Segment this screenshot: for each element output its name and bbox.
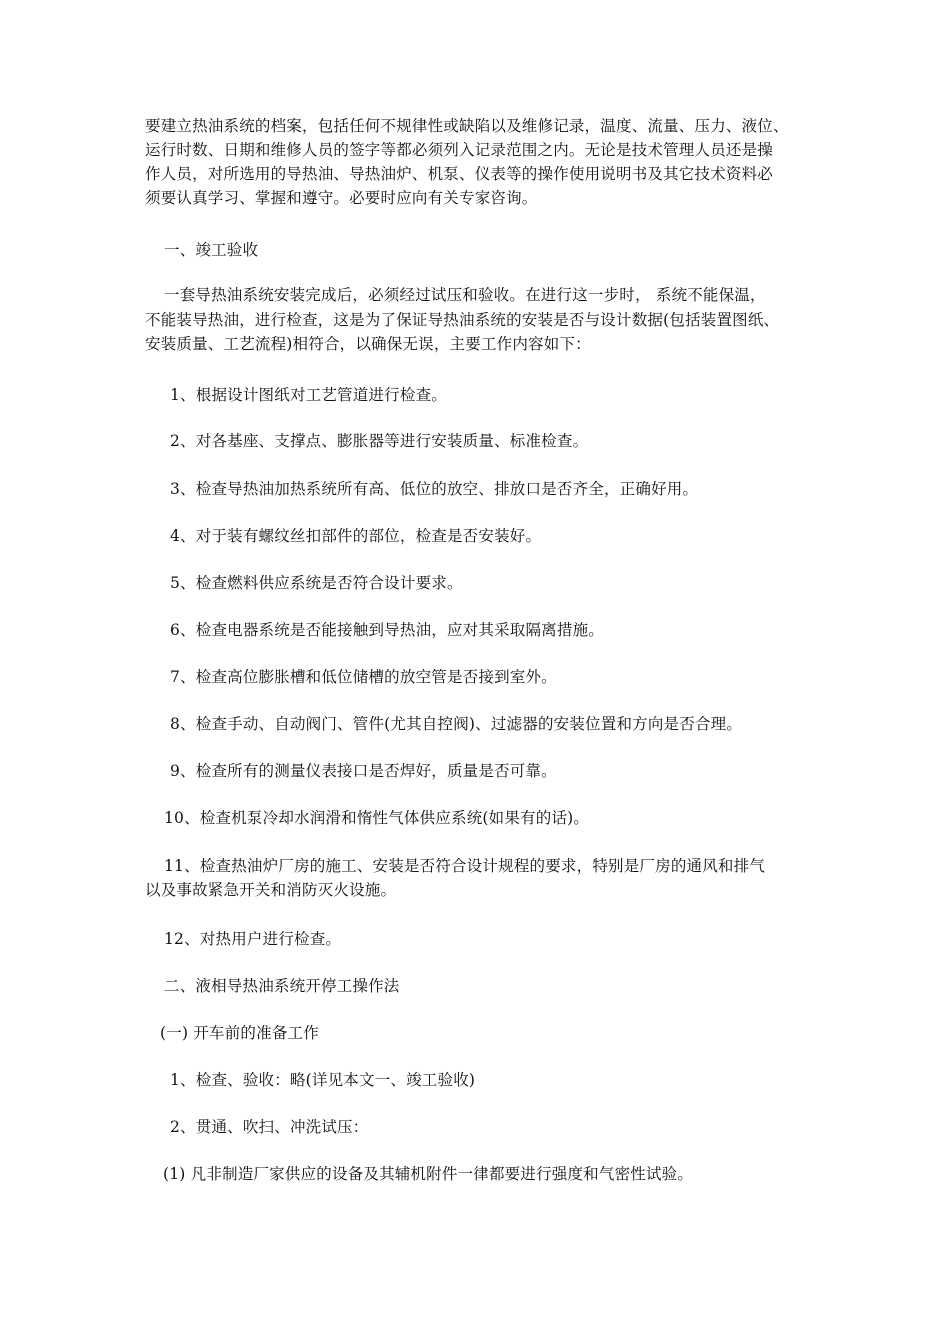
section-heading: 一、竣工验收 bbox=[164, 241, 259, 259]
list-item: 2、对各基座、支撑点、膨胀器等进行安装质量、标准检查。 bbox=[170, 432, 589, 450]
list-item: 12、对热用户进行检查。 bbox=[164, 930, 342, 948]
paragraph-line: 不能装导热油，进行检查，这是为了保证导热油系统的安装是否与设计数据(包括装置图纸、 bbox=[145, 311, 780, 329]
paragraph-line: 安装质量、工艺流程)相符合，以确保无误，主要工作内容如下： bbox=[145, 335, 591, 353]
section-heading: 二、液相导热油系统开停工操作法 bbox=[164, 977, 400, 995]
list-item: 7、检查高位膨胀槽和低位储槽的放空管是否接到室外。 bbox=[170, 668, 557, 686]
intro-line: 要建立热油系统的档案，包括任何不规律性或缺陷以及维修记录，温度、流量、压力、液位、 bbox=[145, 117, 789, 135]
list-item: 1、根据设计图纸对工艺管道进行检查。 bbox=[170, 386, 447, 404]
list-item: 9、检查所有的测量仪表接口是否焊好，质量是否可靠。 bbox=[170, 762, 557, 780]
list-item: 6、检查电器系统是否能接触到导热油，应对其采取隔离措施。 bbox=[170, 621, 604, 639]
list-item: 10、检查机泵冷却水润滑和惰性气体供应系统(如果有的话)。 bbox=[164, 809, 590, 827]
list-item-continuation: 以及事故紧急开关和消防灭火设施。 bbox=[145, 881, 397, 899]
intro-line: 须要认真学习、掌握和遵守。必要时应向有关专家咨询。 bbox=[145, 189, 538, 207]
intro-line: 作人员，对所选用的导热油、导热油炉、机泵、仪表等的操作使用说明书及其它技术资料必 bbox=[145, 165, 774, 183]
list-item: 2、贯通、吹扫、冲洗试压： bbox=[170, 1118, 369, 1136]
subsection-heading: (一) 开车前的准备工作 bbox=[160, 1024, 319, 1042]
intro-line: 运行时数、日期和维修人员的签字等都必须列入记录范围之内。无论是技术管理人员还是操 bbox=[145, 141, 774, 159]
list-item: 3、检查导热油加热系统所有高、低位的放空、排放口是否齐全，正确好用。 bbox=[170, 480, 699, 498]
paragraph-line: 一套导热油系统安装完成后，必须经过试压和验收。在进行这一步时， 系统不能保温， bbox=[164, 286, 766, 304]
list-item: 11、检查热油炉厂房的施工、安装是否符合设计规程的要求，特别是厂房的通风和排气 bbox=[164, 857, 766, 875]
list-item: (1) 凡非制造厂家供应的设备及其辅机附件一律都要进行强度和气密性试验。 bbox=[163, 1165, 694, 1183]
list-item: 4、对于装有螺纹丝扣部件的部位，检查是否安装好。 bbox=[170, 527, 542, 545]
list-item: 8、检查手动、自动阀门、管件(尤其自控阀)、过滤器的安装位置和方向是否合理。 bbox=[170, 715, 743, 733]
list-item: 5、检查燃料供应系统是否符合设计要求。 bbox=[170, 574, 463, 592]
list-item: 1、检查、验收：略(详见本文一、竣工验收) bbox=[170, 1071, 476, 1089]
